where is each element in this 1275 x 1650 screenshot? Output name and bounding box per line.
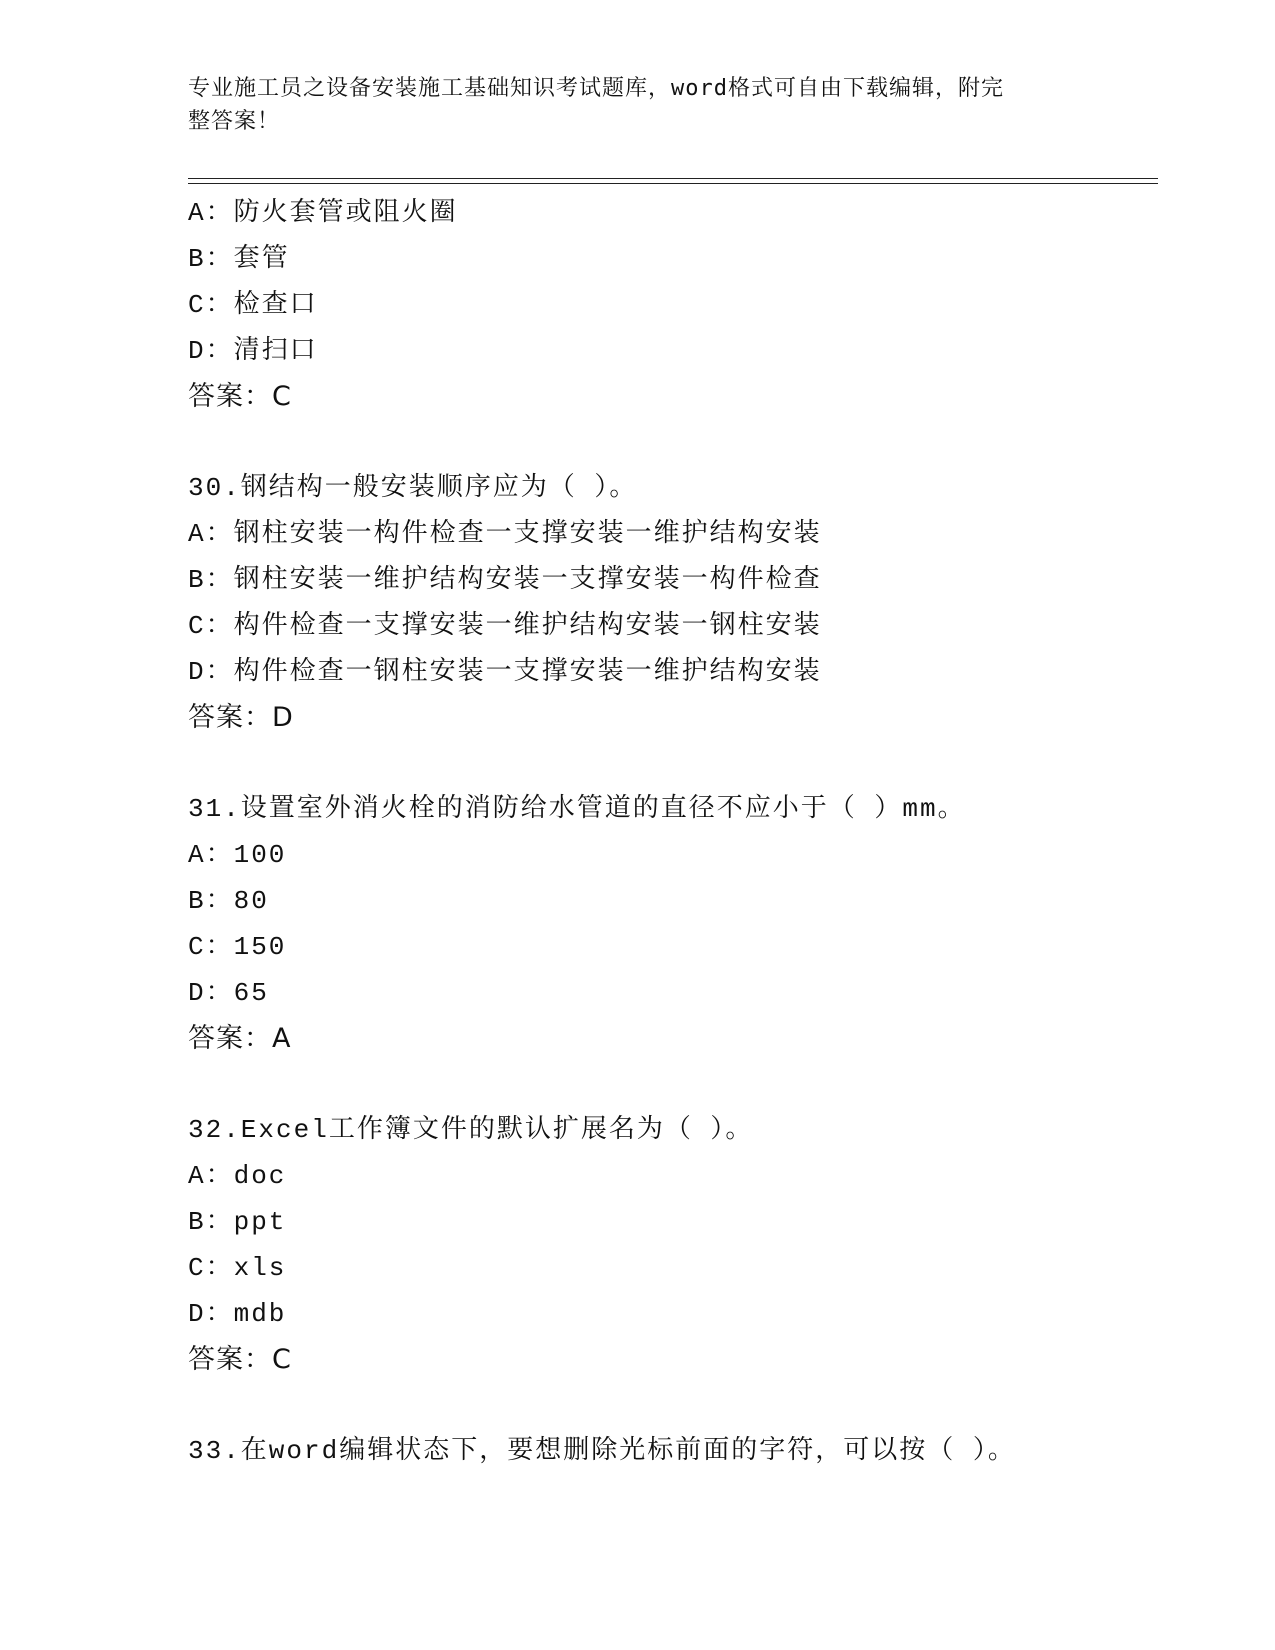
document-body: [188, 190, 1148, 1474]
option-b: B：ppt: [188, 1207, 287, 1237]
option-d: D：构件检查一钢柱安装一支撑安装一维护结构安装: [188, 657, 822, 687]
header-title-line-2: 整答案！: [188, 109, 281, 134]
option-c: C：构件检查一支撑安装一维护结构安装一钢柱安装: [188, 611, 822, 641]
question-31: [188, 786, 1148, 1062]
header-rule-top: [188, 178, 1158, 179]
answer: 答案：C: [188, 381, 292, 412]
spacer: [188, 741, 1148, 786]
question-32: [188, 1107, 1148, 1383]
option-a: A：doc: [188, 1161, 287, 1191]
question-text: 33.在word编辑状态下，要想删除光标前面的字符，可以按（ ）。: [188, 1436, 1016, 1466]
option-b: B：80: [188, 886, 269, 916]
question-text: 31.设置室外消火栓的消防给水管道的直径不应小于（ ）mm。: [188, 794, 966, 824]
answer: 答案：A: [188, 1023, 292, 1054]
spacer: [188, 420, 1148, 465]
answer: 答案：D: [188, 702, 294, 733]
answer: 答案：C: [188, 1344, 292, 1375]
document-header: [188, 72, 1088, 138]
option-b: B：钢柱安装一维护结构安装一支撑安装一构件检查: [188, 565, 822, 595]
header-rule-bottom: [188, 183, 1158, 184]
option-c: C：150: [188, 932, 287, 962]
question-29: [188, 190, 1148, 420]
option-c: C：检查口: [188, 290, 318, 320]
question-33: [188, 1428, 1148, 1474]
option-b: B：套管: [188, 244, 290, 274]
option-d: D：mdb: [188, 1299, 287, 1329]
spacer: [188, 1062, 1148, 1107]
option-a: A：钢柱安装一构件检查一支撑安装一维护结构安装: [188, 519, 822, 549]
option-d: D：65: [188, 978, 269, 1008]
question-text: 30.钢结构一般安装顺序应为（ ）。: [188, 473, 638, 503]
option-c: C：xls: [188, 1253, 287, 1283]
option-a: A：100: [188, 840, 287, 870]
option-d: D：清扫口: [188, 336, 318, 366]
spacer: [188, 1383, 1148, 1428]
option-a: A：防火套管或阻火圈: [188, 198, 458, 228]
question-text: 32.Excel工作簿文件的默认扩展名为（ ）。: [188, 1115, 754, 1145]
question-30: [188, 465, 1148, 741]
header-title-line-1: 专业施工员之设备安装施工基础知识考试题库，word格式可自由下载编辑，附完: [188, 76, 1004, 101]
